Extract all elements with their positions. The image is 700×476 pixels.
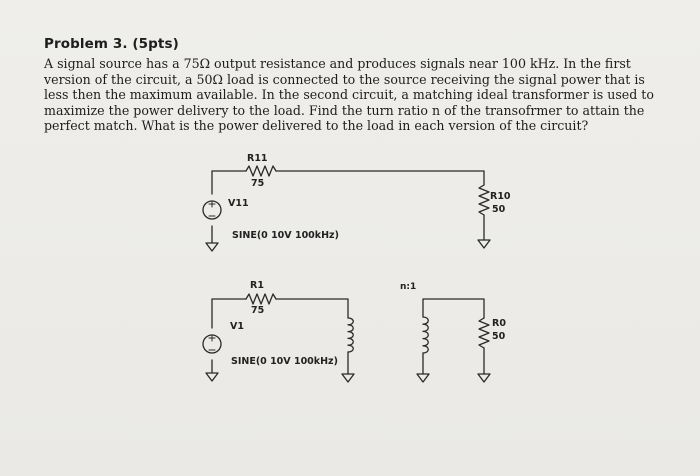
source-v11-spec: SINE(0 10V 100kHz) (232, 230, 339, 241)
resistor-r1-zigzag (246, 294, 276, 304)
transformer-primary-coil (348, 318, 353, 352)
resistor-r0-zigzag (479, 318, 489, 348)
resistor-r0-label: R0 (492, 318, 506, 329)
resistor-r0-value: 50 (492, 331, 506, 342)
ground-3-icon (206, 373, 218, 381)
resistor-r10-value: 50 (492, 204, 506, 215)
ground-1-icon (206, 243, 218, 251)
problem-line-5: perfect match. What is the power delivered to the load in each version of the circuit? (44, 118, 589, 134)
resistor-r1-label: R1 (250, 280, 264, 291)
problem-line-4: maximize the power delivery to the load. Find the turn ratio n of the transofrmer to attain the (44, 102, 645, 118)
ground-2-icon (478, 240, 490, 248)
problem-line-3: less then the maximum available. In the second circuit, a matching ideal transformer is used to (44, 87, 654, 103)
resistor-r10-zigzag (479, 185, 489, 215)
circuit-1 (203, 153, 511, 251)
source-v11-label: V11 (228, 198, 249, 209)
circuit-2 (203, 280, 506, 382)
resistor-r11-zigzag (246, 166, 276, 176)
source-v1-label: V1 (230, 321, 244, 332)
ground-6-icon (478, 374, 490, 382)
ground-4-icon (342, 374, 354, 382)
source-v1-spec: SINE(0 10V 100kHz) (231, 356, 338, 367)
resistor-r11-label: R11 (247, 153, 268, 164)
ground-5-icon (417, 374, 429, 382)
problem-line-1: A signal source has a 75Ω output resistance and produces signals near 100 kHz. In the first (44, 56, 631, 71)
resistor-r1-value: 75 (251, 305, 265, 316)
transformer-ratio-label: n:1 (400, 282, 417, 292)
problem-line-2: version of the circuit, a 50Ω load is connected to the source receiving the signal power that is (44, 71, 645, 87)
problem-title: Problem 3. (5pts) (44, 36, 179, 52)
transformer-secondary-coil (423, 317, 428, 353)
resistor-r10-label: R10 (490, 191, 511, 202)
circuit-2-wire-top-right (423, 299, 484, 318)
resistor-r11-value: 75 (251, 178, 265, 189)
